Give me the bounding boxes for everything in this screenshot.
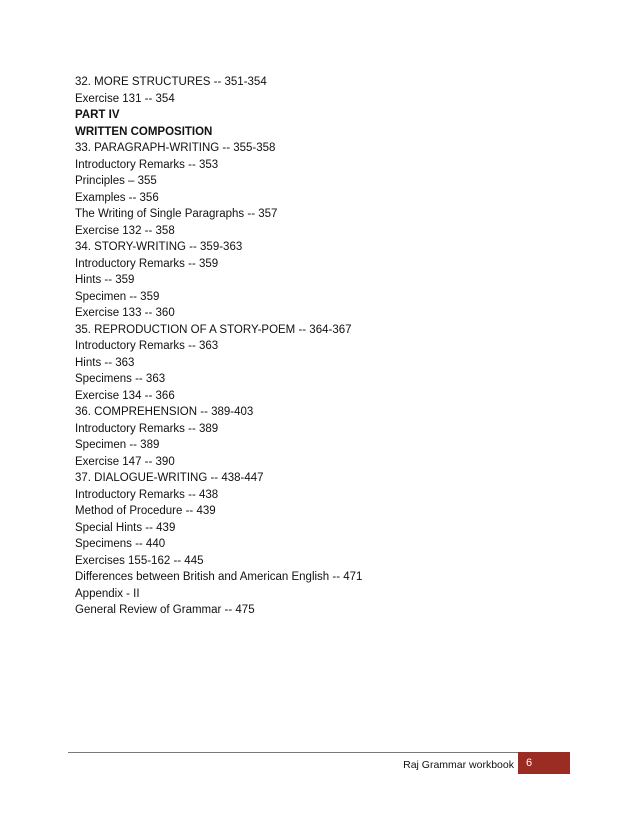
toc-entry: Exercise 133 -- 360	[75, 307, 175, 319]
toc-entry: Introductory Remarks -- 438	[75, 488, 219, 501]
toc-entry: Exercise 132 -- 358	[75, 224, 175, 237]
table-of-contents	[75, 74, 575, 619]
toc-entry: Special Hints -- 439	[75, 521, 176, 534]
toc-entry: Introductory Remarks -- 353	[75, 158, 219, 171]
page-number: 6	[526, 757, 533, 769]
toc-entry: Introductory Remarks -- 389	[75, 422, 219, 435]
toc-entry: Specimen -- 389	[75, 439, 160, 451]
toc-entry: Method of Procedure -- 439	[75, 505, 216, 517]
toc-entry: 37. DIALOGUE-WRITING -- 438-447	[75, 472, 264, 484]
toc-entry: Principles – 355	[75, 175, 157, 187]
page-number-box	[518, 752, 570, 774]
toc-entry: Exercise 131 -- 354	[75, 92, 175, 105]
section-heading: PART IV	[75, 109, 120, 121]
toc-entry: General Review of Grammar -- 475	[75, 604, 255, 616]
toc-entry: Specimen -- 359	[75, 290, 160, 303]
toc-entry: Exercises 155-162 -- 445	[75, 554, 204, 567]
toc-entry: Exercise 134 -- 366	[75, 389, 175, 402]
toc-entry: 34. STORY-WRITING -- 359-363	[75, 241, 243, 253]
toc-entry: Specimens -- 363	[75, 373, 166, 385]
toc-entry: Differences between British and American English -- 471	[75, 571, 363, 583]
toc-entry: Examples -- 356	[75, 191, 159, 204]
toc-entry: 35. REPRODUCTION OF A STORY-POEM -- 364-367	[75, 323, 352, 336]
toc-entry: Exercise 147 -- 390	[75, 455, 175, 468]
footer-divider	[68, 752, 570, 753]
footer-title: Raj Grammar workbook	[403, 759, 514, 771]
toc-entry: 32. MORE STRUCTURES -- 351-354	[75, 76, 267, 88]
toc-entry: Introductory Remarks -- 359	[75, 257, 219, 270]
toc-entry: 36. COMPREHENSION -- 389-403	[75, 406, 254, 418]
toc-entry: Hints -- 363	[75, 356, 135, 369]
toc-entry: Hints -- 359	[75, 274, 135, 286]
toc-entry: Specimens -- 440	[75, 538, 166, 550]
toc-entry: The Writing of Single Paragraphs -- 357	[75, 208, 278, 220]
toc-entry: Introductory Remarks -- 363	[75, 340, 219, 352]
section-heading: WRITTEN COMPOSITION	[75, 125, 213, 138]
toc-entry: 33. PARAGRAPH-WRITING -- 355-358	[75, 142, 276, 154]
toc-entry: Appendix - II	[75, 587, 140, 600]
